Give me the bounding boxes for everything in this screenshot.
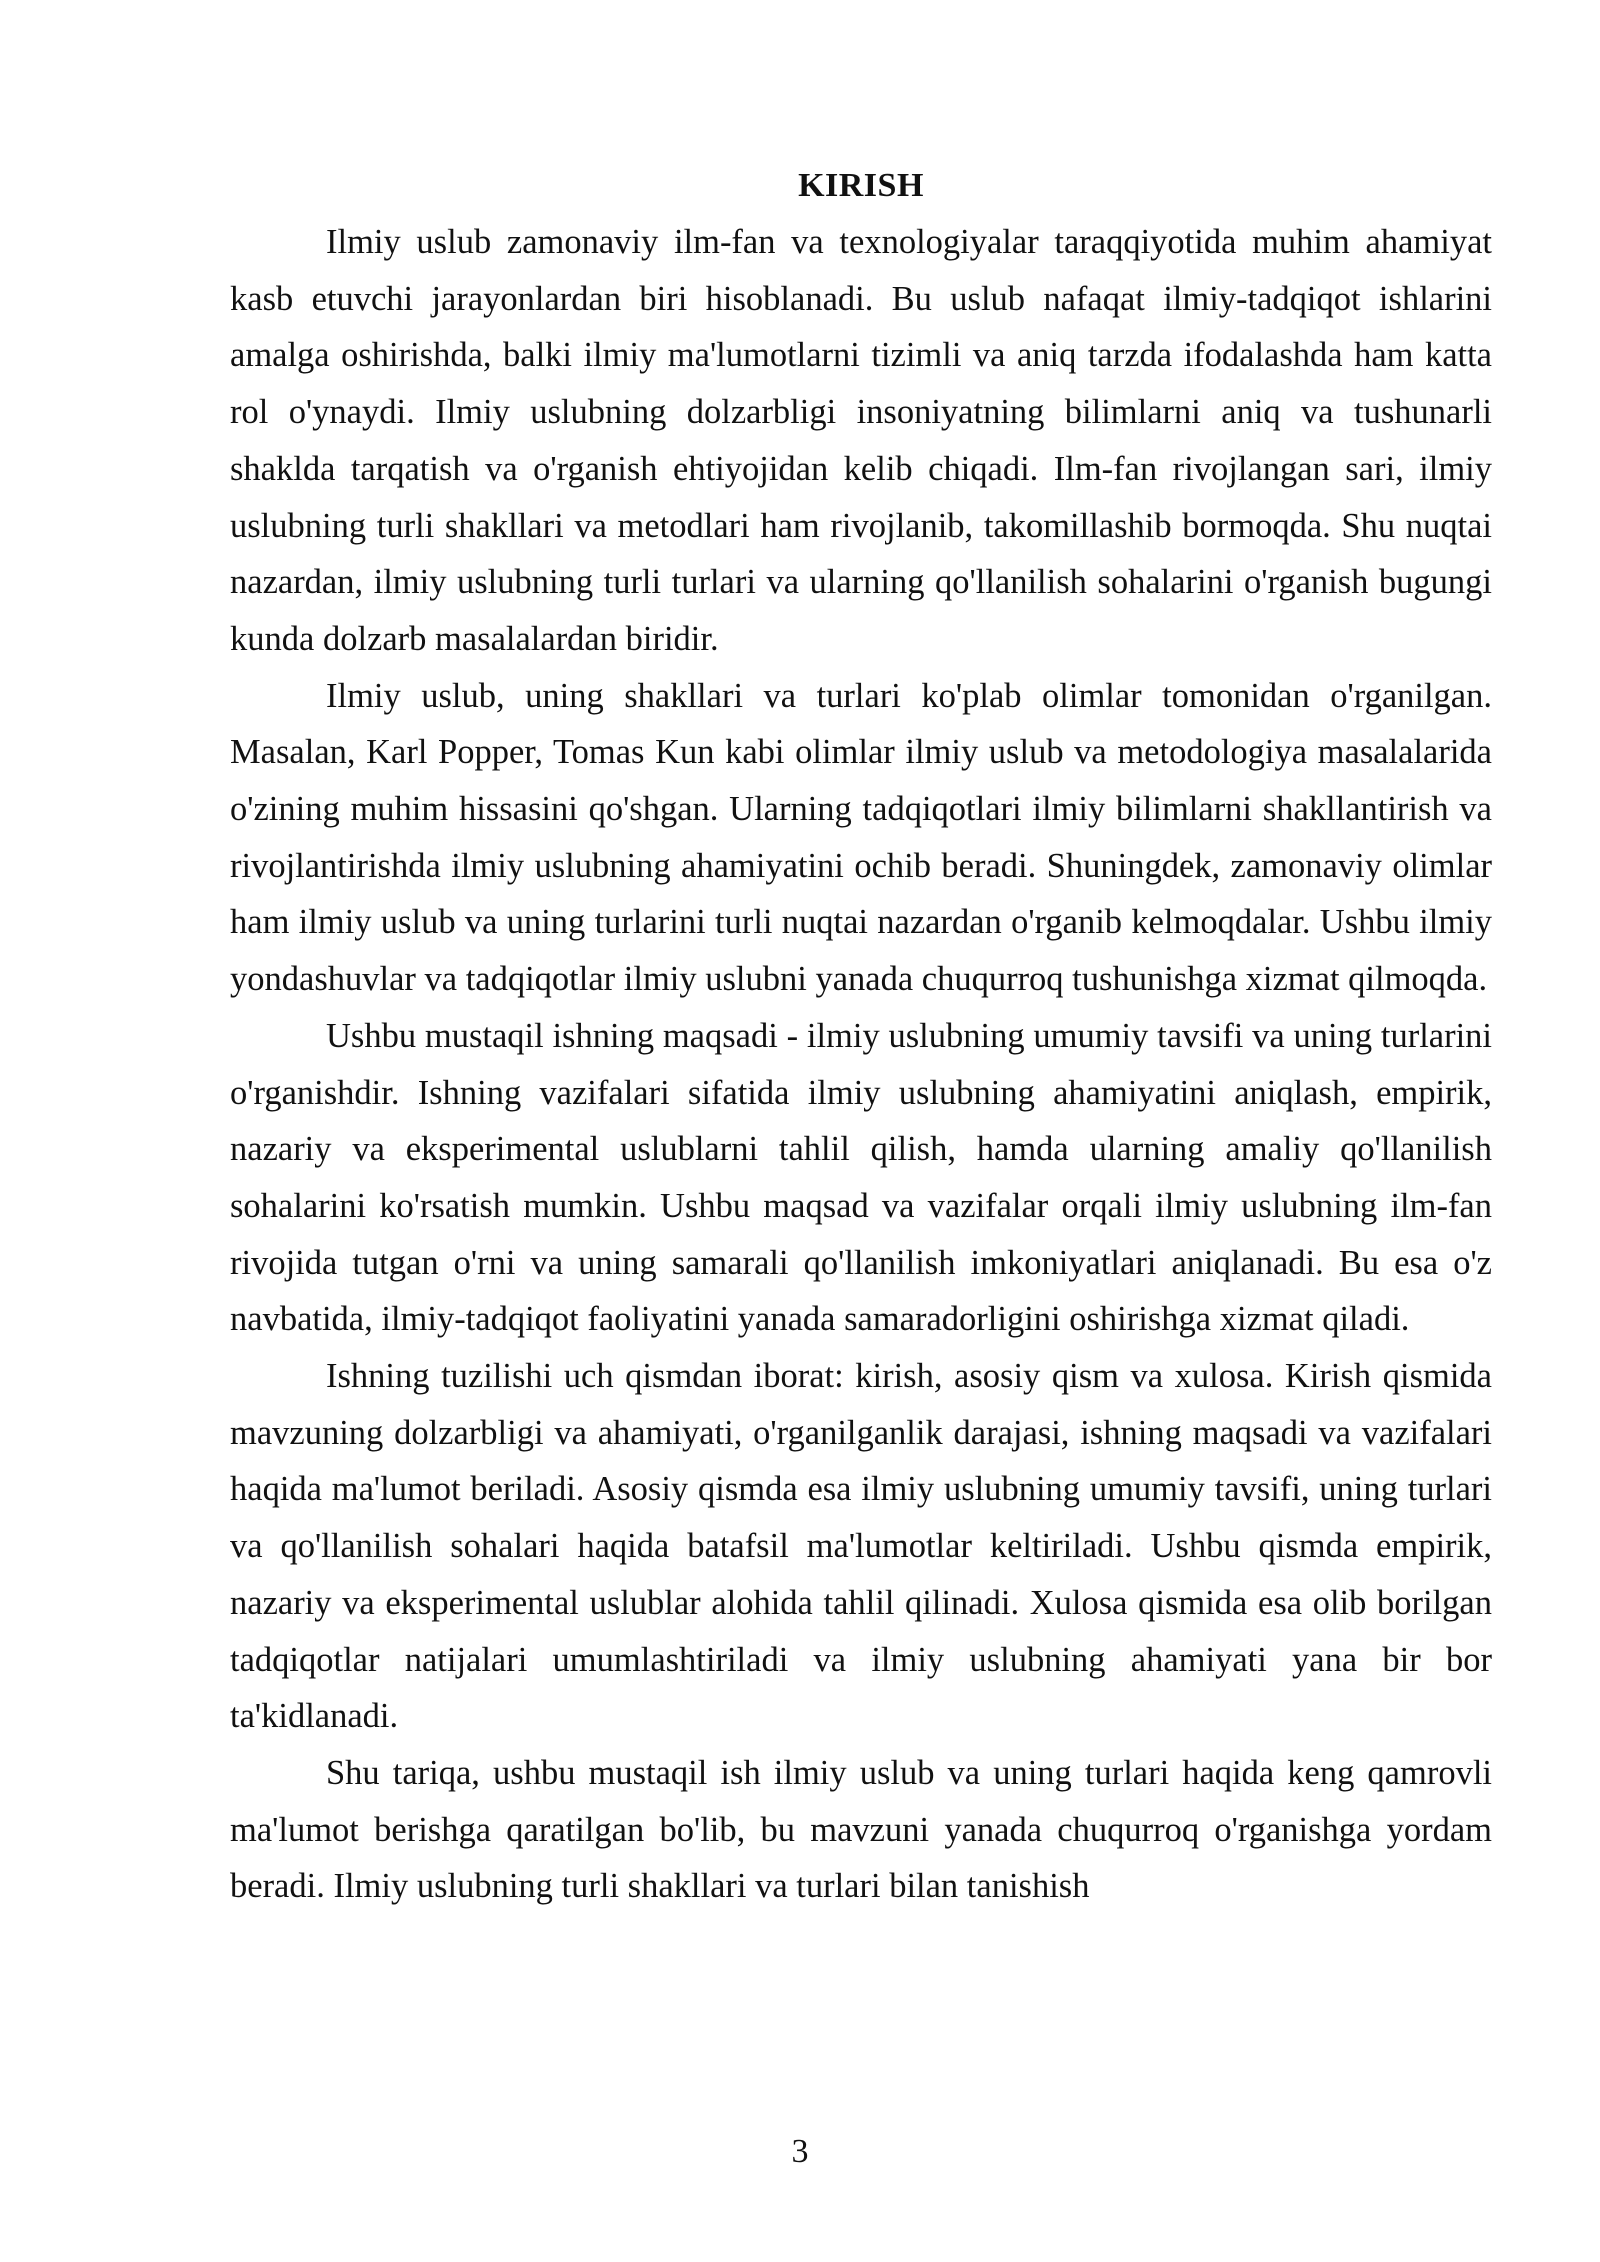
paragraph-5: Shu tariqa, ushbu mustaqil ish ilmiy uslub va uning turlari haqida keng qamrovli ma'lumot berishga qaratilgan bo'lib, bu mavzuni yanada chuqurroq o'rganishga yordam beradi. Ilmiy uslubning turli shakllari va turlari bilan tanishish (230, 1753, 1492, 1906)
paragraph-4: Ishning tuzilishi uch qismdan iborat: kirish, asosiy qism va xulosa. Kirish qismida mavzuning dolzarbligi va ahamiyati, o'rganilganlik darajasi, ishning maqsadi va vazifalari haqida ma'lumot beriladi. Asosiy qismda esa ilmiy uslubning umumiy tavsifi, uning turlari va qo'llanilish sohalari haqida batafsil ma'lumotlar keltiriladi. Ushbu qismda empirik, nazariy va eksperimental uslublar alohida tahlil qilinadi. Xulosa qismida esa olib borilgan tadqiqotlar natijalari umumlashtiriladi va ilmiy uslubning ahamiyati yana bir bor ta'kidlanadi. (230, 1357, 1492, 1736)
page-number: 3 (791, 2133, 809, 2170)
paragraph-2: Ilmiy uslub, uning shakllari va turlari ko'plab olimlar tomonidan o'rganilgan. Masalan, Karl Popper, Tomas Kun kabi olimlar ilmiy uslub va metodologiya masalalarida o'zining muhim hissasini qo'shgan. Ularning tadqiqotlari ilmiy bilimlarni shakllantirish va rivojlantirishda ilmiy uslubning ahamiyatini ochib beradi. Shuningdek, zamonaviy olimlar ham ilmiy uslub va uning turlarini turli nuqtai nazardan o'rganib kelmoqdalar. Ushbu ilmiy yondashuvlar va tadqiqotlar ilmiy uslubni yanada chuqurroq tushunishga xizmat qilmoqda. (230, 676, 1492, 999)
paragraph-3: Ushbu mustaqil ishning maqsadi - ilmiy uslubning umumiy tavsifi va uning turlarini o'rganishdir. Ishning vazifalari sifatida ilmiy uslubning ahamiyatini aniqlash, empirik, nazariy va eksperimental uslublarni tahlil qilish, hamda ularning amaliy qo'llanilish sohalarini ko'rsatish mumkin. Ushbu maqsad va vazifalar orqali ilmiy uslubning ilm-fan rivojida tutgan o'rni va uning samarali qo'llanilish imkoniyatlari aniqlanadi. Bu esa o'z navbatida, ilmiy-tadqiqot faoliyatini yanada samaradorligini oshirishga xizmat qiladi. (230, 1016, 1492, 1339)
page-content (230, 158, 1492, 1915)
paragraph-1: Ilmiy uslub zamonaviy ilm-fan va texnologiyalar taraqqiyotida muhim ahamiyat kasb etuvchi jarayonlardan biri hisoblanadi. Bu uslub nafaqat ilmiy-tadqiqot ishlarini amalga oshirishda, balki ilmiy ma'lumotlarni tizimli va aniq tarzda ifodalashda ham katta rol o'ynaydi. Ilmiy uslubning dolzarbligi insoniyatning bilimlarni aniq va tushunarli shaklda tarqatish va o'rganish ehtiyojidan kelib chiqadi. Ilm-fan rivojlangan sari, ilmiy uslubning turli shakllari va metodlari ham rivojlanib, takomillashib bormoqda. Shu nuqtai nazardan, ilmiy uslubning turli turlari va ularning qo'llanilish sohalarini o'rganish bugungi kunda dolzarb masalalardan biridir. (230, 223, 1492, 658)
section-title: KIRISH (798, 167, 924, 204)
